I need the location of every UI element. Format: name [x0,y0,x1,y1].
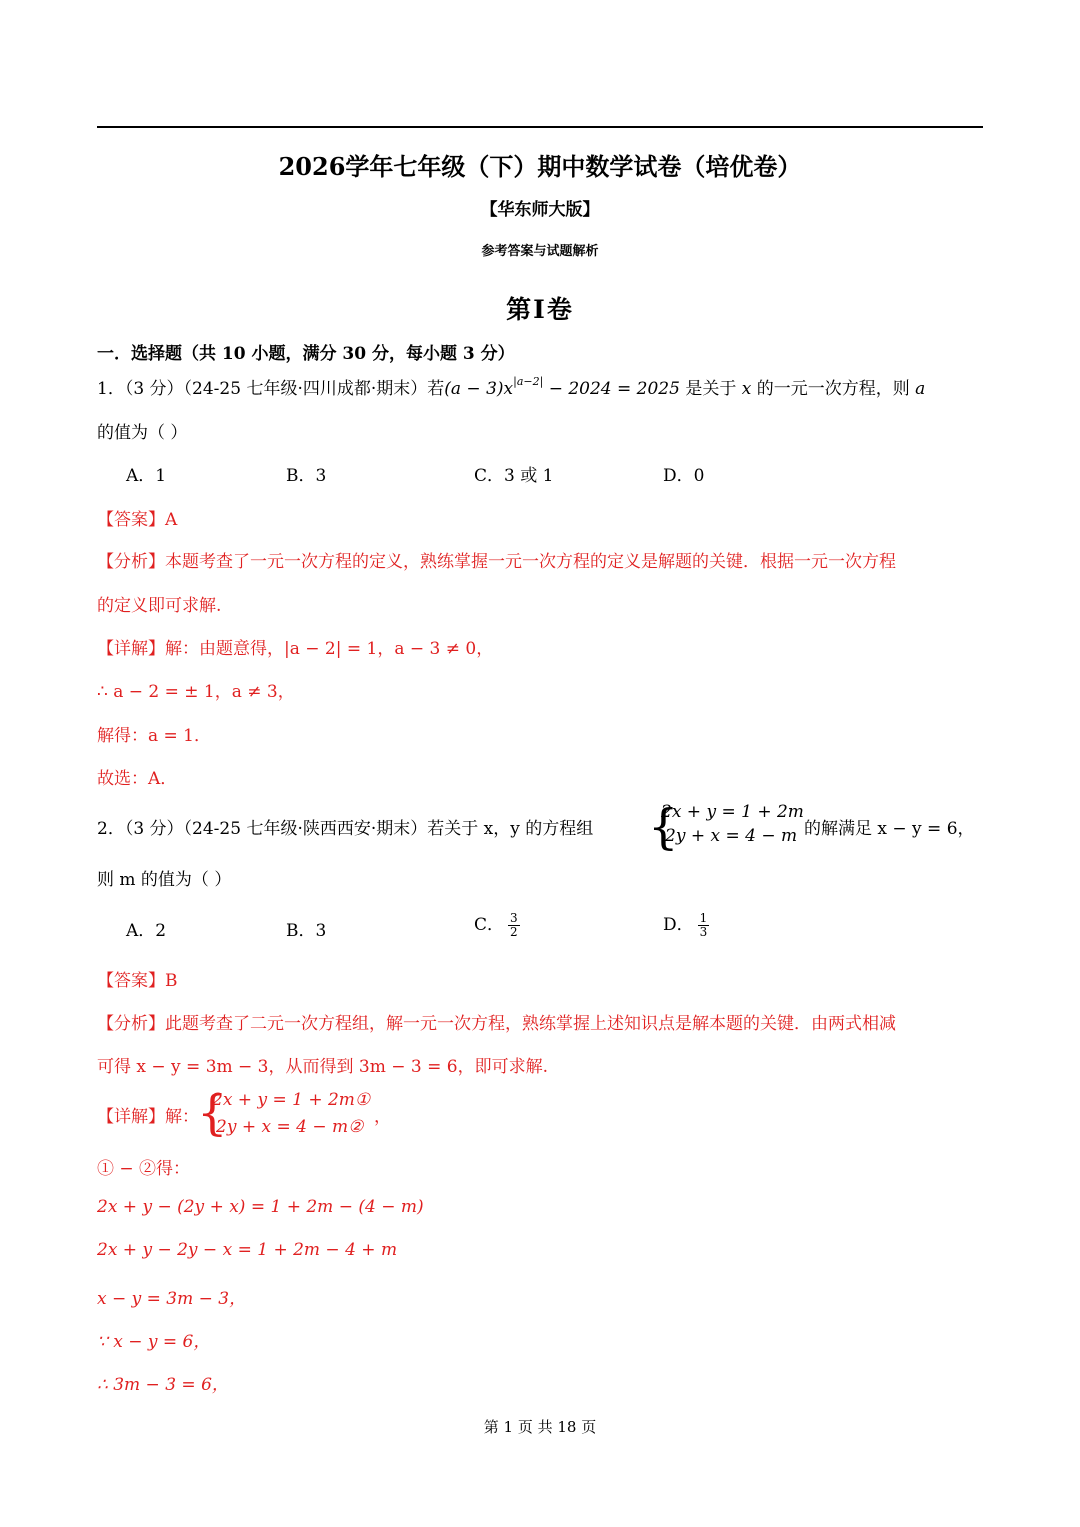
q1-detail-line4: 故选：A． [97,769,178,789]
q2-system-brace: { [648,799,679,855]
q1-stem-end: 的一元一次方程，则 [751,379,916,399]
q1-expr-exponent: |a−2| [513,375,544,388]
q2-system-eq2: 2y + x = 4 − m [665,826,798,846]
answer-subtitle: 参考答案与试题解析 [481,244,599,259]
q2-option-c-denominator: 2 [510,925,518,939]
q1-expr-rest: − 2024 = 2025 [543,379,680,399]
q2-option-d-fraction [698,912,710,939]
q2-step-3: 2x + y − 2y − x = 1 + 2m − 4 + m [97,1240,398,1260]
q1-detail-line1: 【详解】解：由题意得，|a − 2| = 1，a − 3 ≠ 0， [97,639,494,659]
q1-option-d: D．0 [663,466,705,486]
q2-option-c-label: C． [474,915,505,935]
q1-option-b: B．3 [286,466,327,486]
q2-analysis-line1: 【分析】此题考查了二元一次方程组，解一元一次方程，熟练掌握上述知识点是解本题的关键．由两式相减 [97,1014,896,1034]
q2-step-2: 2x + y − (2y + x) = 1 + 2m − (4 − m) [97,1197,424,1217]
q2-detail-eq1: 2x + y = 1 + 2m① [212,1090,371,1110]
q2-stem-line2: 则 m 的值为（ ） [97,870,232,890]
q2-option-d-numerator: 1 [699,911,708,925]
q1-answer: 【答案】A [97,510,178,530]
q2-answer: 【答案】B [97,971,178,991]
q2-step-6: ∴ 3m − 3 = 6， [97,1375,229,1395]
q1-stem-line2: 的值为（ ） [97,423,188,443]
section-heading: 一．选择题（共 10 小题，满分 30 分，每小题 3 分） [97,344,515,364]
q1-expr-base: (a − 3)x [444,379,514,399]
page-title: 2026学年七年级（下）期中数学试卷（培优卷） [278,152,802,181]
q1-detail-line2: ∴ a − 2 = ± 1，a ≠ 3， [97,682,295,702]
q1-stem-prefix: 1．（3 分）（24-25 七年级·四川成都·期末）若 [97,379,445,399]
q1-var-x: x [741,379,752,399]
q2-detail-comma: ， [374,1107,391,1127]
q2-option-c [474,910,520,939]
q2-option-a: A．2 [126,921,167,941]
q1-option-c: C．3 或 1 [474,466,554,486]
q2-step-5: ∵ x − y = 6， [97,1332,211,1352]
q1-analysis-line2: 的定义即可求解. [97,596,222,616]
q2-detail-brace: { [197,1085,228,1141]
q1-var-a: a [915,379,926,399]
q2-option-c-numerator: 3 [510,911,518,925]
q2-detail-label: 【详解】解： [97,1107,199,1127]
q2-detail-eq2: 2y + x = 4 − m② [216,1117,364,1137]
q1-analysis-line1: 【分析】本题考查了一元一次方程的定义，熟练掌握一元一次方程的定义是解题的关键．根据一元一次方程 [97,552,896,572]
q2-stem-prefix: 2．（3 分）（24-25 七年级·陕西西安·期末）若关于 x，y 的方程组 [97,819,594,839]
page-footer: 第 1 页 共 18 页 [483,1418,597,1436]
q1-option-a: A．1 [126,466,167,486]
q2-option-b: B．3 [286,921,327,941]
q2-analysis-line2: 可得 x − y = 3m − 3，从而得到 3m − 3 = 6，即可求解. [97,1057,548,1077]
q2-step-1: ① − ②得： [97,1159,191,1179]
q2-system-eq1: 2x + y = 1 + 2m [661,802,804,822]
q1-detail-line3: 解得：a = 1． [97,726,212,746]
q2-option-d-label: D． [663,915,694,935]
header-rule [97,126,983,128]
q1-stem-mid: 是关于 [679,379,742,399]
q2-option-d-denominator: 3 [699,925,708,939]
q2-option-d [663,910,709,939]
q2-stem-suffix: 的解满足 x − y = 6， [804,819,975,839]
q1-stem-line1 [97,374,925,399]
q2-step-4: x − y = 3m − 3， [97,1289,247,1309]
edition-label: 【华东师大版】 [480,200,600,220]
volume-title: 第Ⅰ卷 [506,295,574,324]
q2-option-c-fraction [508,912,520,939]
